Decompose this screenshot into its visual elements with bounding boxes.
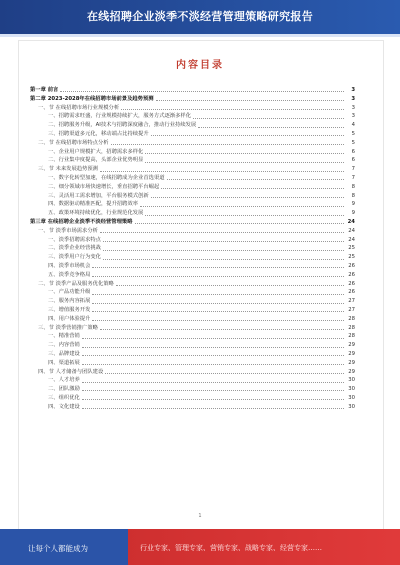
toc-entry-label: 四、淡季市场机会: [48, 262, 91, 269]
toc-entry[interactable]: [30, 271, 355, 280]
toc-entry-page: 30: [348, 377, 355, 384]
toc-entry-label: 二、节 在线招聘市场特点分析: [38, 139, 109, 146]
toc-entry-label: 一、节 淡季市场需求分析: [38, 227, 98, 234]
toc-entry-label: 第三章 在线招聘企业淡季不淡经营管理策略: [30, 218, 133, 225]
toc-entry[interactable]: [30, 376, 355, 385]
report-header-bar: [0, 0, 400, 34]
toc-entry-label: 一、企业用户规模扩大，招聘需求多样化: [48, 148, 144, 155]
toc-entry-page: 29: [348, 342, 355, 349]
toc-chapter-entry[interactable]: [30, 218, 355, 227]
toc-chapter-entry[interactable]: [30, 95, 355, 104]
toc-entry-label: 三、节 淡季营销推广策略: [38, 324, 98, 331]
toc-leader-dots: [145, 161, 344, 163]
toc-entry[interactable]: [30, 394, 355, 403]
toc-entry-page: 8: [351, 192, 355, 199]
footer-bar: [0, 529, 400, 565]
toc-entry-label: 一、淡季招聘需求特点: [48, 236, 101, 243]
toc-entry-label: 一、产品功能升级: [48, 289, 91, 296]
report-title: 在线招聘企业淡季不淡经营管理策略研究报告: [87, 10, 313, 23]
toc-entry-page: 9: [351, 210, 355, 217]
toc-entry-page: 25: [348, 245, 355, 252]
toc-entry-page: 24: [347, 218, 355, 225]
toc-leader-dots: [161, 187, 344, 189]
toc-leader-dots: [103, 240, 344, 242]
toc-leader-dots: [100, 328, 344, 330]
toc-entry-page: 27: [348, 306, 355, 313]
toc-entry-label: 二、团队激励: [48, 386, 80, 393]
toc-leader-dots: [60, 90, 344, 92]
toc-entry[interactable]: [30, 148, 355, 157]
toc-entry[interactable]: [30, 244, 355, 253]
toc-leader-dots: [145, 214, 344, 216]
toc-entry-page: 3: [351, 113, 355, 120]
toc-entry-page: 30: [348, 394, 355, 401]
toc-entry-label: 二、招聘服务升级，AI技术与招聘深度融合，推动行业持续发展: [48, 122, 197, 129]
toc-entry-page: 25: [348, 254, 355, 261]
toc-leader-dots: [82, 337, 344, 339]
toc-entry-page: 30: [348, 403, 355, 410]
toc-entry-page: 29: [348, 350, 355, 357]
toc-entry-label: 一、精准营销: [48, 333, 80, 340]
footer-tagline: 行业专家、管理专家、营销专家、战略专家、经营专家……: [140, 544, 322, 552]
toc-entry-page: 6: [351, 148, 355, 155]
toc-entry-page: 28: [348, 315, 355, 322]
toc-entry-label: 二、细分领域市场快速增长，垂直招聘平台崛起: [48, 183, 160, 190]
toc-leader-dots: [100, 170, 344, 172]
toc-entry-label: 四、节 人才储备与团队建设: [38, 368, 104, 375]
toc-entry-label: 一、招聘需求旺盛，行业规模持续扩大，服务方式逐渐多样化: [48, 113, 192, 120]
toc-chapter-entry[interactable]: [30, 86, 355, 95]
toc-leader-dots: [103, 249, 344, 251]
toc-entry-label: 三、灵活用工需求增加，平台服务模式创新: [48, 192, 149, 199]
toc-entry[interactable]: [30, 253, 355, 262]
toc-entry[interactable]: [30, 341, 355, 350]
toc-entry-label: 二、服务内容拓展: [48, 298, 91, 305]
toc-leader-dots: [151, 196, 344, 198]
toc-leader-dots: [121, 108, 344, 110]
toc-entry-page: 30: [348, 386, 355, 393]
toc-entry-label: 二、内容营销: [48, 342, 80, 349]
toc-entry[interactable]: [30, 385, 355, 394]
toc-entry-page: 29: [348, 359, 355, 366]
toc-leader-dots: [140, 205, 344, 207]
toc-entry[interactable]: [30, 121, 355, 130]
toc-entry[interactable]: [30, 139, 355, 148]
toc-leader-dots: [167, 178, 344, 180]
toc-leader-dots: [116, 284, 344, 286]
toc-leader-dots: [111, 143, 344, 145]
toc-entry-label: 四、用户体验提升: [48, 315, 91, 322]
toc-leader-dots: [82, 398, 344, 400]
toc-leader-dots: [92, 293, 344, 295]
toc-entry-page: 6: [351, 157, 355, 164]
toc-entry-label: 二、节 淡季产品及服务优化策略: [38, 280, 114, 287]
toc-entry[interactable]: [30, 324, 355, 333]
toc-entry-label: 四、文化建设: [48, 403, 80, 410]
toc-leader-dots: [156, 99, 344, 101]
toc-entry-label: 第二章 2023-2028年在线招聘市场前景及趋势预测: [30, 95, 154, 102]
toc-entry[interactable]: [30, 368, 355, 377]
toc-entry-label: 第一章 前言: [30, 87, 59, 93]
toc-leader-dots: [105, 372, 344, 374]
toc-entry[interactable]: [30, 104, 355, 113]
toc-leader-dots: [82, 354, 344, 356]
toc-entry-page: 7: [351, 166, 355, 173]
toc-entry[interactable]: [30, 350, 355, 359]
toc-entry-page: 29: [348, 368, 355, 375]
toc-entry[interactable]: [30, 183, 355, 192]
toc-entry[interactable]: [30, 209, 355, 218]
toc-entry[interactable]: [30, 315, 355, 324]
toc-entry[interactable]: [30, 359, 355, 368]
toc-entry[interactable]: [30, 297, 355, 306]
toc-leader-dots: [145, 152, 344, 154]
toc-leader-dots: [198, 126, 344, 128]
toc-entry[interactable]: [30, 280, 355, 289]
toc-entry[interactable]: [30, 306, 355, 315]
toc-entry-page: 26: [348, 280, 355, 287]
toc-entry[interactable]: [30, 403, 355, 412]
toc-entry[interactable]: [30, 165, 355, 174]
toc-entry-label: 二、行业集中度提高，头部企业优势明显: [48, 157, 144, 164]
toc-entry[interactable]: [30, 332, 355, 341]
toc-title: 内容目录: [176, 60, 224, 71]
toc-entry-page: 26: [348, 271, 355, 278]
toc-leader-dots: [82, 389, 344, 391]
footer-slogan: 让每个人都能成为: [28, 544, 88, 553]
toc-entry[interactable]: [30, 130, 355, 139]
toc-entry-page: 3: [351, 104, 355, 111]
toc-entry-label: 四、数据驱动精准匹配，提升招聘效率: [48, 201, 139, 208]
toc-entry-page: 7: [351, 174, 355, 181]
toc-entry-page: 26: [348, 262, 355, 269]
toc-entry-label: 四、渠道拓展: [48, 359, 80, 366]
toc-entry[interactable]: [30, 227, 355, 236]
toc-leader-dots: [82, 381, 344, 383]
toc-entry-label: 一、数字化转型加速，在线招聘成为企业首选渠道: [48, 174, 165, 181]
footer-left-panel: [0, 529, 128, 565]
toc-leader-dots: [82, 346, 344, 348]
toc-leader-dots: [100, 231, 344, 233]
toc-entry-page: 8: [351, 183, 355, 190]
toc-list: [30, 86, 355, 411]
toc-leader-dots: [193, 117, 344, 119]
toc-entry-label: 三、节 未来发展趋势预测: [38, 166, 98, 173]
toc-entry-page: 4: [351, 122, 355, 129]
toc-entry[interactable]: [30, 200, 355, 209]
toc-entry-page: 28: [348, 333, 355, 340]
toc-entry-page: 24: [348, 227, 355, 234]
toc-entry[interactable]: [30, 236, 355, 245]
toc-leader-dots: [92, 310, 344, 312]
toc-entry-label: 二、淡季企业经营挑战: [48, 245, 101, 252]
toc-entry-label: 五、政策环境持续优化，行业规范化发展: [48, 210, 144, 217]
toc-leader-dots: [92, 275, 344, 277]
toc-entry-page: 9: [351, 201, 355, 208]
toc-entry-page: 28: [348, 324, 355, 331]
toc-entry-label: 三、淡季用户行为变化: [48, 254, 101, 261]
toc-leader-dots: [92, 302, 344, 304]
toc-entry-page: 3: [351, 87, 355, 93]
toc-entry-label: 三、组织优化: [48, 394, 80, 401]
toc-entry-label: 五、淡季竞争格局: [48, 271, 91, 278]
toc-leader-dots: [103, 258, 344, 260]
toc-leader-dots: [151, 134, 344, 136]
toc-entry[interactable]: [30, 262, 355, 271]
toc-entry-label: 一、人才培养: [48, 377, 80, 384]
toc-entry-label: 三、增值服务开发: [48, 306, 91, 313]
toc-entry-page: 3: [351, 95, 355, 102]
toc-entry-page: 5: [351, 130, 355, 137]
toc-entry[interactable]: [30, 288, 355, 297]
toc-entry[interactable]: [30, 174, 355, 183]
toc-entry[interactable]: [30, 112, 355, 121]
toc-leader-dots: [92, 319, 344, 321]
toc-leader-dots: [82, 407, 344, 409]
page-number: 1: [198, 513, 202, 519]
toc-entry-page: 24: [348, 236, 355, 243]
toc-entry-label: 三、品牌建设: [48, 350, 80, 357]
toc-entry-page: 5: [351, 139, 355, 146]
toc-leader-dots: [82, 363, 344, 365]
toc-entry-label: 一、节 在线招聘市场行业规模分析: [38, 104, 120, 111]
toc-entry[interactable]: [30, 192, 355, 201]
toc-entry-page: 26: [348, 289, 355, 296]
toc-entry-label: 三、招聘渠道多元化，移动端占比持续提升: [48, 130, 149, 137]
toc-leader-dots: [135, 222, 345, 224]
toc-entry-page: 27: [348, 298, 355, 305]
toc-leader-dots: [92, 266, 344, 268]
header-divider: [0, 34, 400, 37]
toc-entry[interactable]: [30, 156, 355, 165]
